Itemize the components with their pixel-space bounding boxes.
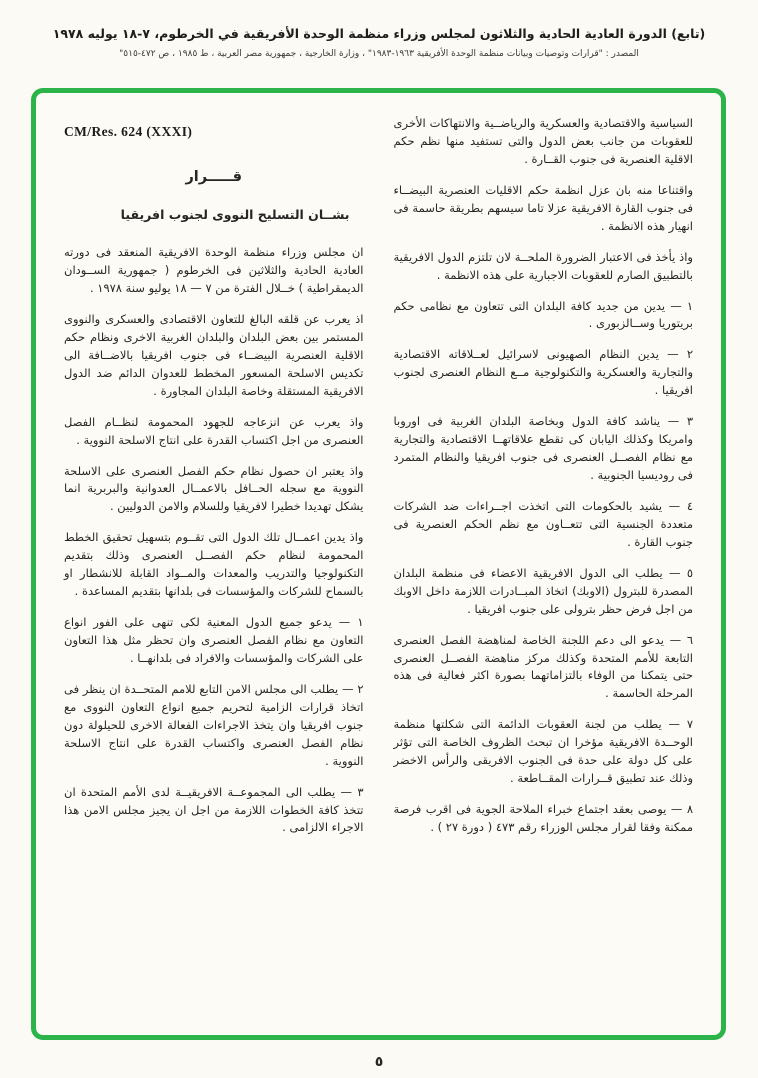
- paragraph: اذ يعرب عن قلقه البالغ للتعاون الاقتصادى والعسكرى والنووى المستمر بين بعض البلدان والبلدان الغربية الاخرى ونظام حكم الاقلية العنصرية البيضــاء فى جنوب افريقيا بالاضــافة الى تكديس الاسلحة المسعور المخطط للعدوان الدائم ضد الدول الافريقية المستقلة وخاصة البلدان المجاورة .: [64, 311, 364, 398]
- paragraph: واذ يأخذ فى الاعتبار الضرورة الملحــة لان تلتزم الدول الافريقية بالتطبيق الصارم للعقوبات الاجبارية على هذه الانظمة .: [393, 249, 693, 282]
- numbered-item: ٧ — يطلب من لجنة العقوبات الدائمة التى شكلتها منظمة الوحــدة الافريقية مؤخرا ان تبحث الظروف الخاصة التى تؤثر على كل دولة على حدة فى الجنوب الافريقى والرأس الاخضر وذلك عند تطبيق قــرارات المقــاطعة .: [393, 717, 693, 786]
- resolution-subtitle: بشــان التسليح النووى لجنوب افريقيا: [120, 206, 350, 222]
- session-title: (تابع) الدورة العادية الحادية والثلاثون لمجلس وزراء منظمة الوحدة الأفريقية في الخرطوم، ٧-١٨ يوليه ١٩٧٨: [52, 26, 706, 41]
- numbered-item: ١ — يدعو جميع الدول المعنية لكى تنهى على الفور انواع التعاون مع نظام الفصل العنصرى وان تحظر مثل هذا التعاون على الشركات والمؤسسات والافراد فى بلدانهــا .: [64, 615, 364, 665]
- numbered-item: ٨ — يوصى بعقد اجتماع خبراء الملاحة الجوية فى اقرب فرصة ممكنة وفقا لقرار مجلس الوزراء رقم ٤٧٣ ( دورة ٢٧ ) .: [393, 802, 693, 834]
- numbered-item: ٦ — يدعو الى دعم اللجنة الخاصة لمناهضة الفصل العنصرى التابعة للأمم المتحدة وكذلك مركز مناهضة الفصــل العنصرى حتى يتمكنا من الوفاء بالتزاماتهما بصورة اكثر فعالية فى هذه المرحلة الحاسمة .: [393, 632, 693, 701]
- numbered-item: ٤ — يشيد بالحكومات التى اتخذت اجــراءات ضد الشركات متعددة الجنسية التى تتعــاون مع نظم الحكم العنصرية فى جنوب القارة .: [393, 498, 693, 549]
- paragraph: ان مجلس وزراء منظمة الوحدة الافريقية المنعقد فى دورته العادية الحادية والثلاثين فى الخرطوم ( جمهورية الســودان الديمقراطية ) خــلال الفترة من ٧ — ١٨ يوليو سنة ١٩٧٨ .: [64, 245, 364, 296]
- numbered-item: ٣ — يناشد كافة الدول وبخاصة البلدان الغربية فى اوروبا وامريكا وكذلك اليابان كى تقطع علاقاتهــا الاقتصادية والتجارية مع نظام الفصــل العنصرى فى جنوب افريقيا والنظام المتمرد فى روديسيا الجنوبية .: [393, 414, 693, 482]
- numbered-item: ٢ — يدين النظام الصهيونى لاسرائيل لعــلاقاته الاقتصادية والتجارية والعسكرية والتكنولوجية مــع النظام العنصرى لجنوب افريقيا .: [393, 347, 693, 398]
- paragraph: واقتناعا منه بان عزل انظمة حكم الاقليات العنصرية البيضــاء فى جنوب القارة الافريقية عزلا تاما سيسهم بطريقة حاسمة فى انهيار هذه الانظمة .: [393, 182, 693, 233]
- numbered-item: ١ — يدين من جديد كافة البلدان التى تتعاون مع نظامى حكم بريتوريا وســالزبورى .: [393, 298, 693, 331]
- left-column: [64, 115, 364, 1019]
- resolution-reference: CM/Res. 624 (XXXI): [64, 124, 193, 139]
- paragraph: واذ يعرب عن انزعاجه للجهود المحمومة لنظــام الفصل العنصرى من اجل اكتساب القدرة على انتاج الاسلحة النووية .: [64, 414, 364, 447]
- paragraph: السياسية والاقتصادية والعسكرية والرياضــية والانتهاكات الأخرى للعقوبات من جانب بعض الدول والتى تستفيد منها نظم حكم الاقلية العنصرية فى جنوب القــارة .: [393, 116, 693, 166]
- page-number: ٥: [374, 1054, 384, 1070]
- two-column-layout: [36, 93, 721, 1035]
- document-frame: [31, 88, 726, 1040]
- source-citation: المصدر : "قرارات وتوصيات وبيانات منظمة الوحدة الأفريقية ١٩٦٣-١٩٨٣" ، وزارة الخارجية ، جمهورية مصر العربية ، ط ١٩٨٥ ، ص ٤٧٢-٥١٥": [119, 49, 639, 59]
- paragraph: واذ يعتبر ان حصول نظام حكم الفصل العنصرى على الاسلحة النووية مع سجله الحــافل بالاعمــال العدوانية والبربرية انما يشكل تهديدا خطيرا لافريقيا وللسلام والامن الدوليين .: [64, 463, 364, 514]
- numbered-item: ٢ — يطلب الى مجلس الامن التابع للامم المتحــدة ان ينظر فى اتخاذ قرارات الزامية لتحريم جميع انواع التعاون النووى مع جنوب افريقيا وان يتخذ الاجراءات الفعالة الاخرى للحيلولة دون نظام الفصل العنصرى واكتساب القدرة على انتاج الاسلحة النووية .: [64, 681, 364, 768]
- resolution-title: قـــــرار: [185, 169, 243, 186]
- right-column: [394, 115, 694, 1019]
- numbered-item: ٣ — يطلب الى المجموعــة الافريقيــة لدى الأمم المتحدة ان تتخذ كافة الخطوات اللازمة من اجل ان يجيز مجلس الامن هذا الاجراء الالزامى .: [64, 784, 364, 835]
- page-header: [0, 26, 758, 59]
- paragraph: واذ يدين اعمــال تلك الدول التى تقــوم بتسهيل تحقيق الخطط المحمومة لنظام حكم الفصــل العنصرى وذلك بتقديم التكنولوجيا والتدريب والمعدات والمــواد القابلة للانشطار او بالسماح للشركات والمؤسسات فى بلدانها بتقديم المساعدة .: [64, 530, 364, 599]
- numbered-item: ٥ — يطلب الى الدول الافريقية الاعضاء فى منظمة البلدان المصدرة للبترول (الاوبك) اتخاذ المبــادرات اللازمة داخل الاوبك من اجل فرض حظر بترولى على جنوب افريقيا .: [393, 565, 693, 616]
